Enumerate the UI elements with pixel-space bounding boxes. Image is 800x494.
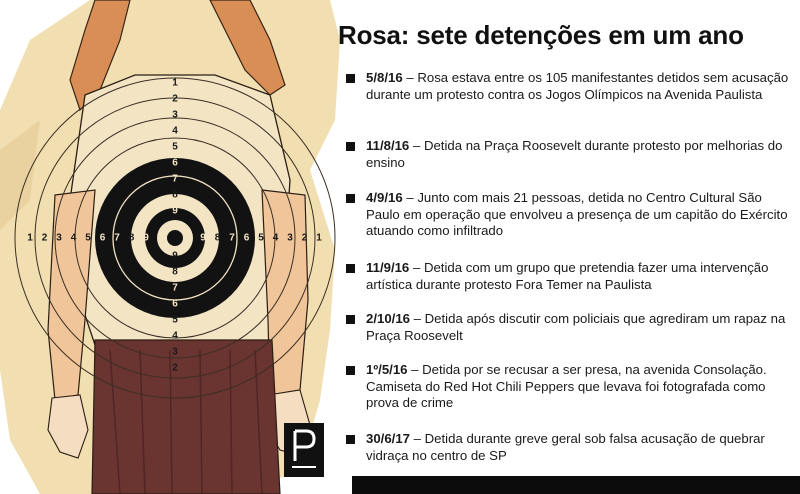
- timeline-entry: [346, 190, 792, 240]
- pants: [92, 340, 280, 494]
- entry-date: 1º/5/16: [366, 362, 408, 377]
- target-scale-left-number: 1: [27, 232, 33, 244]
- target-scale-bottom-number: 4: [172, 330, 178, 342]
- entry-date: 4/9/16: [366, 190, 403, 205]
- target-scale-bottom-number: 2: [172, 362, 178, 374]
- entry-text: – Detida por se recusar a ser presa, na avenida Consolação. Camiseta do Red Hot Chili Peppers que levava foi fotografada como prova de crime: [366, 362, 767, 411]
- target-scale-top-number: 3: [172, 109, 178, 121]
- page-title: Rosa: sete detenções em um ano: [338, 20, 744, 50]
- entry-text: – Rosa estava entre os 105 manifestantes detidos sem acusação durante um protesto contra os Jogos Olímpicos na Avenida Paulista: [366, 70, 789, 102]
- timeline-entry: [346, 311, 792, 344]
- target-scale-left-number: 5: [85, 232, 91, 244]
- entry-date: 30/6/17: [366, 431, 410, 446]
- target-scale-left-number: 7: [114, 232, 120, 244]
- bottom-bar: [352, 476, 800, 494]
- bullet-square-icon: [346, 194, 355, 203]
- entry-date: 11/8/16: [366, 138, 410, 153]
- entry-text: – Detida com um grupo que pretendia fazer uma intervenção artística durante protesto Fora Temer na Paulista: [366, 260, 769, 292]
- bullet-square-icon: [346, 435, 355, 444]
- target-scale-top-number: 2: [172, 93, 178, 105]
- entry-text: – Junto com mais 21 pessoas, detida no Centro Cultural São Paulo em operação que envolveu a presença de um capitão do Exército atuando como infiltrado: [366, 190, 788, 239]
- target-scale-right-number: 9: [200, 232, 206, 244]
- target-scale-left-number: 6: [99, 232, 106, 244]
- bullet-square-icon: [346, 74, 355, 83]
- target-scale-top-number: 4: [172, 125, 178, 137]
- target-scale-right-number: 8: [214, 232, 221, 244]
- target-scale-bottom-number: 8: [172, 266, 178, 278]
- timeline-entry: [346, 260, 792, 293]
- target-scale-left-number: 2: [41, 232, 48, 244]
- timeline-entry: [346, 362, 792, 412]
- timeline-entry: [346, 431, 792, 464]
- target-scale-bottom-number: 9: [172, 250, 178, 262]
- target-scale-top-number: 7: [172, 173, 178, 185]
- target-scale-left-number: 4: [70, 232, 77, 244]
- timeline-entry: [346, 70, 792, 103]
- entry-date: 11/9/16: [366, 260, 410, 275]
- target-scale-bottom-number: 6: [172, 298, 178, 310]
- timeline-entry: [346, 138, 792, 171]
- target-scale-top-number: 1: [172, 77, 178, 89]
- target-scale-right-number: 7: [229, 232, 235, 244]
- entry-text: – Detida após discutir com policiais que agrediram um rapaz na Praça Roosevelt: [366, 311, 786, 343]
- target-scale-bottom-number: 7: [172, 282, 178, 294]
- target-scale-right-number: 6: [243, 232, 250, 244]
- publisher-p-logo-icon: [284, 423, 324, 477]
- target-scale-right-number: 2: [301, 232, 308, 244]
- entry-date: 2/10/16: [366, 311, 410, 326]
- bullet-square-icon: [346, 366, 355, 375]
- target-scale-right-number: 5: [258, 232, 264, 244]
- target-scale-bottom-number: 5: [172, 314, 178, 326]
- bullet-square-icon: [346, 264, 355, 273]
- target-scale-bottom-number: 3: [172, 346, 178, 358]
- target-scale-left-number: 8: [128, 232, 135, 244]
- bullet-square-icon: [346, 142, 355, 151]
- entry-text: – Detida durante greve geral sob falsa acusação de quebrar vidraça no centro de SP: [366, 431, 765, 463]
- target-scale-left-number: 3: [56, 232, 62, 244]
- target-scale-top-number: 8: [172, 189, 178, 201]
- target-scale-top-number: 5: [172, 141, 178, 153]
- target-scale-right-number: 1: [316, 232, 322, 244]
- target-scale-right-number: 4: [272, 232, 279, 244]
- entry-date: 5/8/16: [366, 70, 403, 85]
- target-scale-right-number: 3: [287, 232, 293, 244]
- bullet-square-icon: [346, 315, 355, 324]
- target-scale-left-number: 9: [143, 232, 149, 244]
- entry-text: – Detida na Praça Roosevelt durante protesto por melhorias do ensino: [366, 138, 783, 170]
- target-scale-top-number: 9: [172, 205, 178, 217]
- target-scale-top-number: 6: [172, 157, 178, 169]
